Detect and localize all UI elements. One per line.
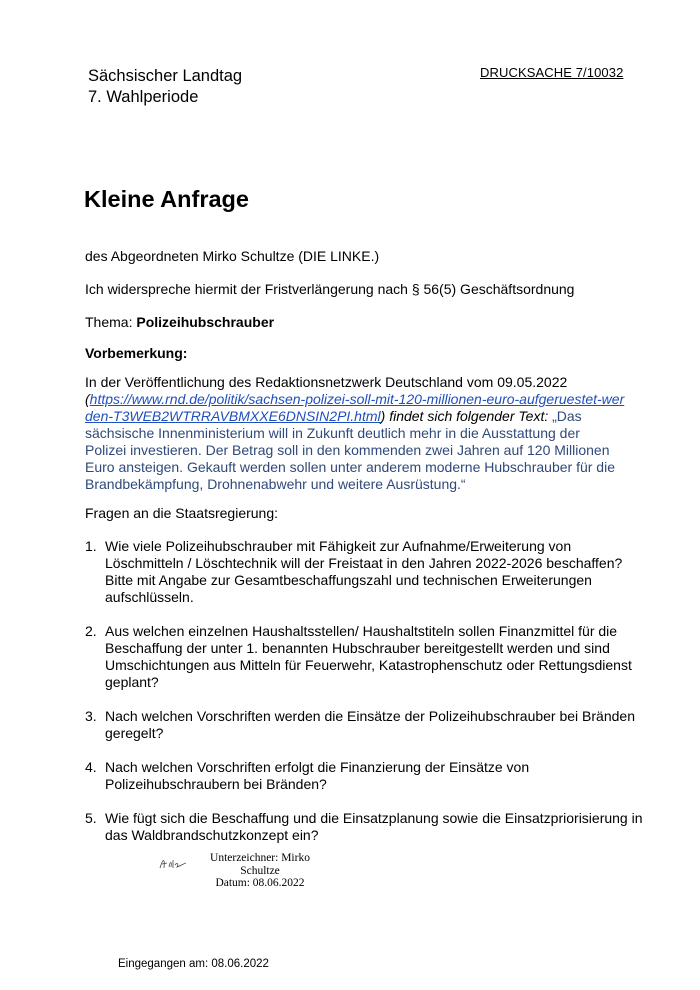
signer-name: Schultze (240, 864, 280, 877)
page-title: Kleine Anfrage (84, 186, 249, 212)
question-text: Aus welchen einzelnen Haushaltsstellen/ Haushaltstiteln sollen Finanzmittel für die Beschaffung der unter 1. benannten Hubschrauber bereitgestellt werden und sind Umschichtungen aus Mitteln für Feuerwehr, Katastrophenschutz oder Rettungsdienst geplant? (105, 623, 632, 690)
received-date: Eingegangen am: 08.06.2022 (118, 958, 269, 970)
source-link[interactable]: https://www.rnd.de/politik/sachsen-polizei-soll-mit-120-millionen-euro-aufgeruestet-werden-T3WEB2WTRRAVBMXXE6DNSIN2PI.html (85, 391, 625, 424)
objection-line: Ich widerspreche hiermit der Fristverlängerung nach § 56(5) Geschäftsordnung (85, 281, 575, 297)
question-number: 3. (85, 708, 97, 724)
topic-line (85, 314, 274, 331)
signature-block (200, 852, 320, 890)
question-text: Nach welchen Vorschriften werden die Einsätze der Polizeihubschrauber bei Bränden geregelt? (105, 708, 635, 741)
question-item (85, 623, 645, 691)
topic-label: Thema: (85, 314, 137, 330)
preamble-source-text: ) findet sich folgender Text: (380, 408, 553, 424)
question-item (85, 810, 645, 844)
parliament-name: Sächsischer Landtag (88, 67, 243, 85)
legislative-period: 7. Wahlperiode (88, 88, 199, 106)
document-number: DRUCKSACHE 7/10032 (480, 65, 624, 80)
signer-line: Unterzeichner: Mirko (210, 852, 310, 864)
preamble-heading: Vorbemerkung: (85, 345, 188, 361)
preamble-quote: „Das sächsische Innenministerium will in Zukunft deutlich mehr in die Ausstattung der Polizei investieren. Der Betrag soll in den kommenden zwei Jahren auf 120 Millionen Euro ansteigen. Gekauft werden sollen unter anderem moderne Hubschrauber für die Brandbekämpfung, Drohnenabwehr und weitere Ausrüstung.“ (85, 408, 615, 492)
header-parliament-block (88, 66, 242, 108)
question-text: Wie viele Polizeihubschrauber mit Fähigkeit zur Aufnahme/Erweiterung von Löschmitteln / Löschtechnik will der Freistaat in den Jahren 2022-2026 beschaffen? Bitte mit Angabe zur Gesamtbeschaffungszahl und technischen Erweiterungen aufschlüsseln. (105, 538, 623, 605)
topic-value: Polizeihubschrauber (136, 314, 275, 330)
question-text: Nach welchen Vorschriften erfolgt die Finanzierung der Einsätze von Polizeihubschraubern bei Bränden? (105, 759, 530, 792)
question-number: 4. (85, 759, 97, 775)
question-text: Wie fügt sich die Beschaffung und die Einsatzplanung sowie die Einsatzpriorisierung in das Waldbrandschutzkonzept ein? (105, 810, 643, 843)
preamble-intro: In der Veröffentlichung des Redaktionsnetzwerk Deutschland vom 09.05.2022 (85, 374, 568, 390)
open-paren: ( (85, 391, 90, 407)
questions-list (85, 538, 645, 861)
question-item (85, 708, 645, 742)
signature-date: Datum: 08.06.2022 (215, 877, 305, 889)
question-number: 5. (85, 810, 97, 826)
handwritten-signature (158, 852, 188, 874)
preamble-paragraph (85, 374, 625, 493)
questions-intro: Fragen an die Staatsregierung: (85, 505, 279, 521)
question-number: 2. (85, 623, 97, 639)
question-item (85, 538, 645, 606)
author-line: des Abgeordneten Mirko Schultze (DIE LINKE.) (85, 248, 380, 264)
question-item (85, 759, 645, 793)
question-number: 1. (85, 538, 97, 554)
